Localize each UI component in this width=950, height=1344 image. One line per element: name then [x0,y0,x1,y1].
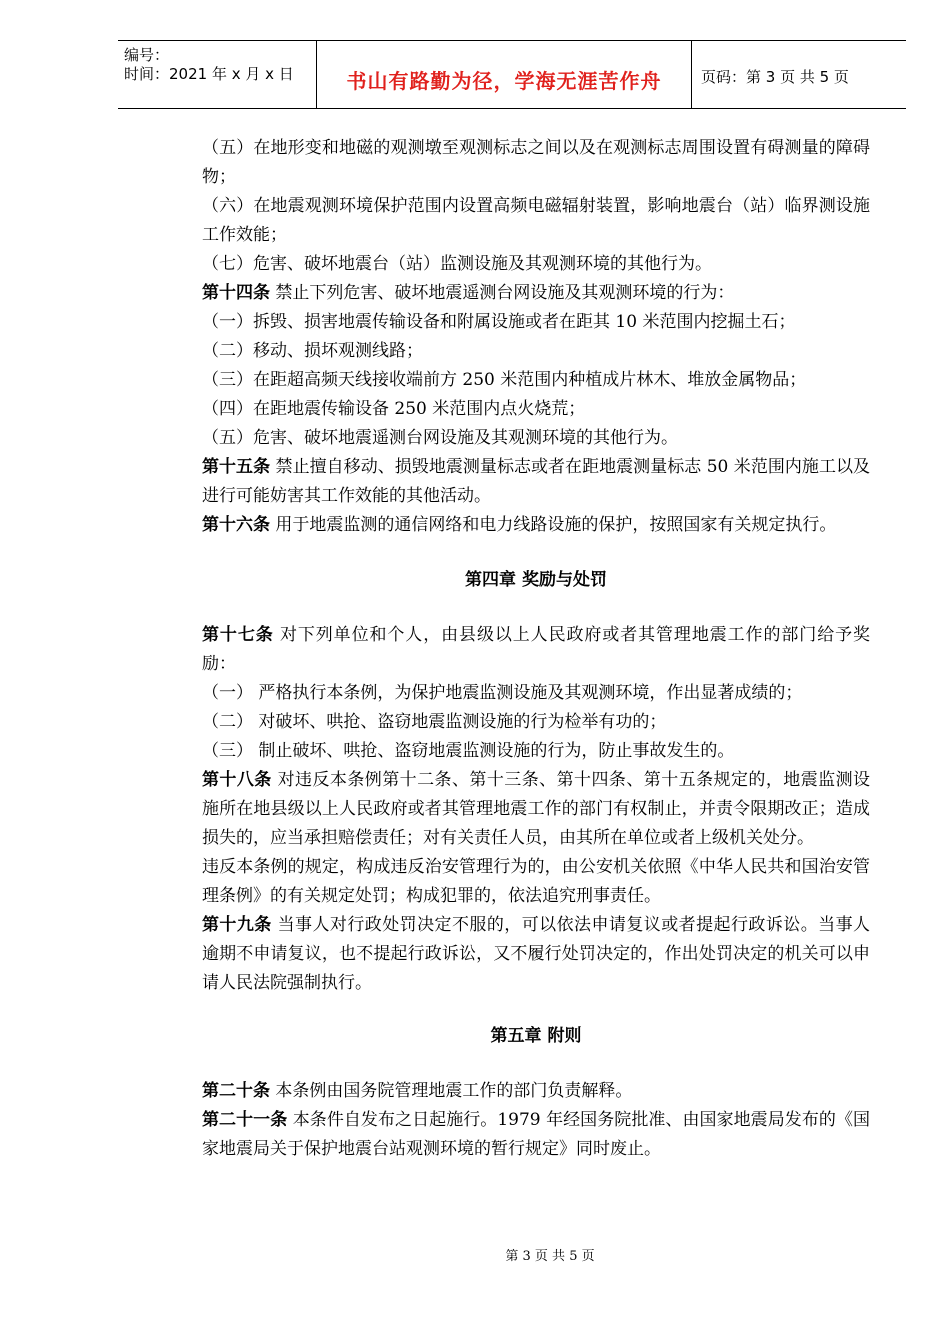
article-16 [202,511,870,540]
article-text: 对违反本条例第十二条、第十三条、第十四条、第十五条规定的，地震监测设施所在地县级以上人民政府或者其管理地震工作的部门有权制止，并责令限期改正；造成损失的，应当承担赔偿责任；对有关责任人员，由其所在单位或者上级机关处分。 [202,770,870,848]
article-title: 第十八条 [202,770,272,790]
article-20 [202,1077,870,1106]
header-motto-cell [316,41,692,108]
clause-item: （二）移动、损坏观测线路； [202,341,423,361]
article-17 [202,621,870,679]
paragraph: 违反本条例的规定，构成违反治安管理行为的，由公安机关依照《中华人民共和国治安管理条例》的有关规定处罚；构成犯罪的，依法追究刑事责任。 [202,857,870,906]
document-number-label: 编号： [124,46,170,64]
header-motto: 书山有路勤为径，学海无涯苦作舟 [346,69,662,93]
article-text: 当事人对行政处罚决定不服的，可以依法申请复议或者提起行政诉讼。当事人逾期不申请复议，也不提起行政诉讼，又不履行处罚决定的，作出处罚决定的机关可以申请人民法院强制执行。 [202,915,870,993]
article-title: 第十九条 [202,915,272,935]
article-text: 禁止擅自移动、损毁地震测量标志或者在距地震测量标志 50 米范围内施工以及进行可能妨害其工作效能的其他活动。 [202,457,871,506]
article-text: 本条例由国务院管理地震工作的部门负责解释。 [270,1081,633,1101]
page-header [118,40,906,109]
article-title: 第十四条 [202,283,270,303]
article-title: 第十六条 [202,515,270,535]
article-title: 第二十一条 [202,1110,288,1130]
article-21 [202,1106,870,1164]
clause-item: （四）在距地震传输设备 250 米范围内点火烧荒； [202,399,586,419]
clause-item: （三）在距超高频天线接收端前方 250 米范围内种植成片林木、堆放金属物品； [202,370,807,390]
article-text: 禁止下列危害、破坏地震遥测台网设施及其观测环境的行为： [270,283,735,303]
clause-item: （五）在地形变和地磁的观测墩至观测标志之间以及在观测标志周围设置有碍测量的障碍物； [202,138,870,187]
clause-item: （一） 严格执行本条例，为保护地震监测设施及其观测环境，作出显著成绩的； [202,683,803,703]
document-body [202,134,870,1164]
clause-item: （五）危害、破坏地震遥测台网设施及其观测环境的其他行为。 [202,428,678,448]
article-title: 第十七条 [202,625,274,645]
clause-item: （一）拆毁、损害地震传输设备和附属设施或者在距其 10 米范围内挖掘土石； [202,312,796,332]
clause-item: （三） 制止破坏、哄抢、盗窃地震监测设施的行为，防止事故发生的。 [202,741,735,761]
chapter-heading: 第四章 奖励与处罚 [465,570,607,590]
article-text: 对下列单位和个人，由县级以上人民政府或者其管理地震工作的部门给予奖励： [202,625,871,674]
article-19 [202,911,870,998]
page-footer: 第 3 页 共 5 页 [505,1249,595,1264]
article-18 [202,766,870,853]
clause-item: （二） 对破坏、哄抢、盗窃地震监测设施的行为检举有功的； [202,712,667,732]
header-meta-cell [118,41,316,108]
article-title: 第十五条 [202,457,271,477]
article-title: 第二十条 [202,1081,270,1101]
clause-item: （七）危害、破坏地震台（站）监测设施及其观测环境的其他行为。 [202,254,712,274]
document-date: 时间：2021 年 x 月 x 日 [124,65,294,83]
chapter-heading: 第五章 附则 [490,1026,582,1046]
header-page-number: 页码：第 3 页 共 5 页 [701,68,849,86]
header-page-cell [691,41,906,108]
article-text: 本条件自发布之日起施行。1979 年经国务院批准、由国家地震局发布的《国家地震局关于保护地震台站观测环境的暂行规定》同时废止。 [202,1110,870,1159]
clause-item: （六）在地震观测环境保护范围内设置高频电磁辐射装置，影响地震台（站）临界测设施工作效能； [202,196,870,245]
article-text: 用于地震监测的通信网络和电力线路设施的保护，按照国家有关规定执行。 [270,515,837,535]
article-14 [202,279,870,308]
article-15 [202,453,870,511]
